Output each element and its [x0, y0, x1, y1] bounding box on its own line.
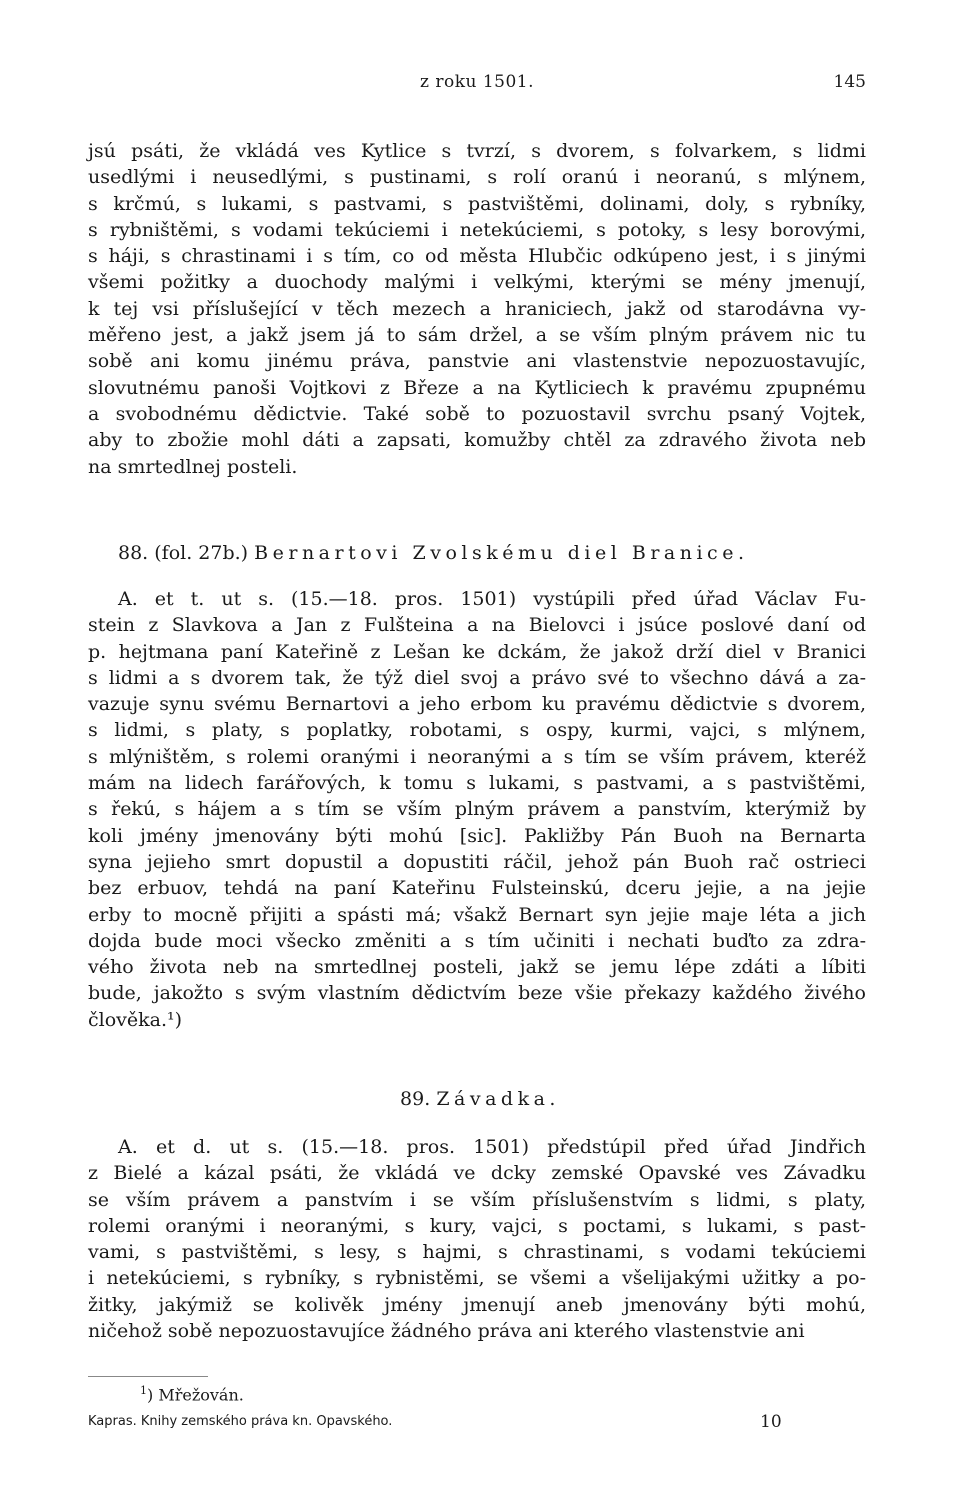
text-line: s lidmi a s dvorem tak, že týž diel svoj a právo své to všechno dává a za- [88, 666, 866, 689]
footnote-mark: 1 [140, 1384, 147, 1397]
text-line: bude, jakožto s svým vlastním dědictvím beze všie překazy každého živého [88, 982, 866, 1005]
text-line: usedlými i neusedlými, s pustinami, s rolí oranú i neoranú, s mlýnem, [88, 166, 866, 189]
text-line: vého života neb na smrtedlnej posteli, jakž se jemu lépe zdáti a líbiti [88, 956, 866, 979]
footnote-divider [88, 1376, 208, 1377]
footnote [140, 1384, 244, 1404]
text-line: a svobodnému dědictvie. Také sobě to pozuostavil svrchu psaný Vojtek, [88, 402, 866, 425]
text-line: aby to zbožie mohl dáti a zapsati, komužby chtěl za zdravého života neb [88, 429, 866, 452]
text-line: A. et t. ut s. (15.—18. pros. 1501) vystúpili před úřad Václav Fu- [118, 588, 866, 610]
text-line: i netekúciemi, s rybníky, s rybnistěmi, se všemi a všelijakými užitky a po- [88, 1267, 866, 1290]
text-line: s rybništěmi, s vodami tekúciemi i netekúciemi, s potoky, s lesy borovými, [88, 218, 866, 241]
source-reference: Kapras. Knihy zemského práva kn. Opavského. [88, 1414, 393, 1429]
text-line: stein z Slavkova a Jan z Fulšteina a na Bielovci i jsúce poslové daní od [88, 614, 866, 637]
page-header [88, 72, 866, 96]
text-line: všemi požitky a duochody malými i velkými, kterými se mény jmenují, [88, 271, 866, 294]
text-line: slovutnému panoši Vojtkovi z Březe a na Kytliciech k pravému zpupnému [88, 376, 866, 399]
text-line: na smrtedlnej posteli. [88, 455, 298, 478]
text-line: s háji, s chrastinami i s tím, co od města Hlubčic odkúpeno jest, i s jinými [88, 245, 866, 268]
paragraph-branice [88, 586, 866, 1033]
text-line: vami, s pastvištěmi, s lesy, s hajmi, s chrastinami, s vodami tekúciemi [88, 1241, 866, 1264]
text-line: žitky, jakýmiž se kolivěk jmény jmenují aneb jmenovány býti mohú, [88, 1293, 866, 1316]
text-line: k tej vsi příslušející v těch mezech a hraniciech, jakž od starodávna vy- [88, 297, 866, 320]
section-number: 88. [118, 542, 149, 564]
text-line: A. et d. ut s. (15.—18. pros. 1501) předstúpil před úřad Jindřich [118, 1136, 866, 1158]
text-line: ničehož sobě nepozuostavujíce žádného práva ani kterého vlastenstvie ani [88, 1320, 805, 1343]
text-line: sobě ani komu jinému práva, panstvie ani vlastenstvie nepozuostavujíc, [88, 350, 866, 373]
section-heading-89 [0, 1088, 960, 1110]
section-heading-88 [118, 542, 748, 564]
section-number: 89. [400, 1088, 431, 1110]
text-line: vazuje synu svému Bernartovi a jeho erbom ku pravému dědictvie s dvorem, [88, 693, 866, 716]
text-line: s krčmú, s lukami, s pastvami, s pastvištěmi, dolinami, doly, s rybníky, [88, 192, 866, 215]
text-line: p. hejtmana paní Kateřině z Lešan ke dckám, že jakož drží diel v Branici [88, 640, 866, 663]
text-line: z Bielé a kázal psáti, že vkládá ve dcky zemské Opavské ves Závadku [88, 1162, 866, 1185]
folio-reference: (fol. 27b.) [154, 542, 249, 564]
printer-signature: 10 [760, 1412, 782, 1432]
footnote-text: ) Mřežován. [147, 1385, 244, 1405]
text-line: měřeno jest, a jakž jsem já to sám držel, a se vším plným právem nic tu [88, 324, 866, 347]
text-line: rolemi oranými i neoranými, s kury, vajci, s poctami, s lukami, s past- [88, 1214, 866, 1237]
text-line: se vším právem a panstvím i se vším příslušenstvím s lidmi, s platy, [88, 1188, 866, 1211]
text-line: dojda bude moci všecko změniti a s tím učiniti i nechati buďto za zdra- [88, 929, 866, 952]
text-line: člověka.¹) [88, 1008, 183, 1031]
text-line: mám na lidech farářových, k tomu s lukami, s pastvami, a s pastvištěmi, [88, 772, 866, 795]
text-line: syna jejieho smrt dopustil a dopustiti ráčil, jehož pán Buoh rač ostrieci [88, 850, 866, 873]
running-title: z roku 1501. [419, 72, 535, 92]
section-title: Bernartovi Zvolskému diel Branice. [254, 542, 749, 564]
page-number: 145 [833, 72, 866, 92]
text-line: s řekú, s hájem a s tím se vším plným právem a panstvím, kterýmiž by [88, 798, 866, 821]
text-line: jsú psáti, že vkládá ves Kytlice s tvrzí, s dvorem, s folvarkem, s lidmi [88, 140, 866, 162]
text-line: s mlýništěm, s rolemi oranými i neoranými a s tím se vším právem, kteréž [88, 745, 866, 768]
text-line: bez erbuov, tehdá na paní Kateřinu Fulsteinskú, dceru jejie, a na jejie [88, 877, 866, 900]
paragraph-kytlice [88, 138, 866, 480]
text-line: s lidmi, s platy, s poplatky, robotami, s ospy, kurmi, vajci, s mlýnem, [88, 719, 866, 742]
text-line: koli jmény jmenovány býti mohú [sic]. Pakližby Pán Buoh na Bernarta [88, 824, 866, 847]
paragraph-zavadka [88, 1134, 866, 1344]
text-line: erby to mocně přijiti a spásti má; všakž Bernart syn jejie maje léta a jich [88, 903, 866, 926]
section-title: Závadka. [436, 1088, 560, 1110]
